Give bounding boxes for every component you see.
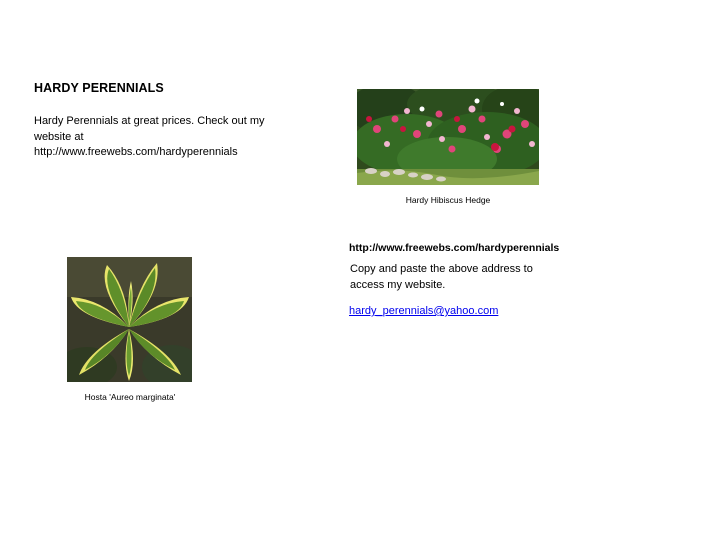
copy-instructions: Copy and paste the above address to access my website. — [350, 263, 533, 291]
intro-text: Hardy Perennials at great prices. Check out my website at http://www.freewebs.com/hardyperennials — [34, 115, 265, 158]
website-url: http://www.freewebs.com/hardyperennials — [349, 242, 560, 254]
hibiscus-hedge-photo — [357, 89, 539, 185]
hosta-caption: Hosta 'Aureo marginata' — [84, 392, 176, 402]
page-title: HARDY PERENNIALS — [34, 81, 164, 95]
email-link[interactable]: hardy_perennials@yahoo.com — [349, 305, 499, 317]
hibiscus-caption: Hardy Hibiscus Hedge — [405, 195, 491, 205]
hosta-photo — [67, 257, 192, 382]
